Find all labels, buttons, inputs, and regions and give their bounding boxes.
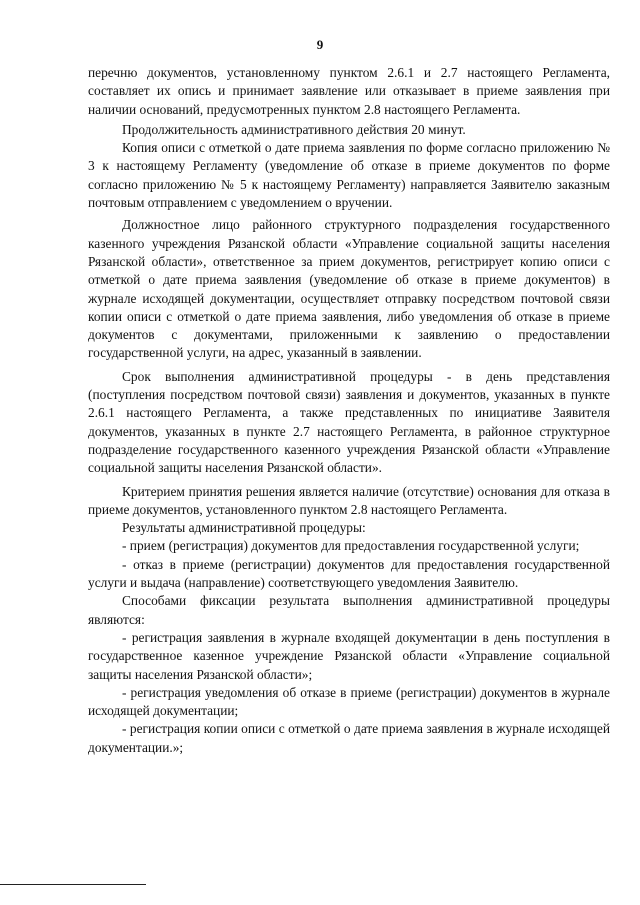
list-item: - регистрация копии описи с отметкой о дате приема заявления в журнале исходящей документации.»; (88, 721, 610, 755)
document-body (88, 64, 610, 757)
list-item: - прием (регистрация) документов для предоставления государственной услуги; (122, 538, 580, 554)
page-number: 9 (316, 37, 324, 52)
paragraph: Копия описи с отметкой о дате приема заявления по форме согласно приложению № 3 к настоящему Регламенту (уведомление об отказе в приеме документов по форме согласно приложению № 5 к настоящему Регламенту) направляется Заявителю заказным почтовым отправлением с уведомлением о вручении. (88, 140, 610, 211)
list-item: - регистрация уведомления об отказе в приеме (регистрации) документов в журнале исходящей документации; (88, 684, 610, 719)
paragraph: Способами фиксации результата выполнения административной процедуры являются: (88, 593, 610, 627)
list-item: - отказ в приеме (регистрации) документов для предоставления государственной услуги и выдача (направление) соответствующего уведомления Заявителю. (88, 556, 610, 591)
paragraph: Продолжительность административного действия 20 минут. (122, 121, 466, 137)
paragraph: Результаты административной процедуры: (122, 520, 366, 536)
paragraph: Должностное лицо районного структурного подразделения государственного казенного учреждения Рязанской области «Управление социальной защиты населения Рязанской области», ответственное за прием документов, регистрирует копию описи с отметкой о дате приема заявления (уведомление об отказе в приеме документов) в журнале исходящей документации, осуществляет отправку посредством почтовой связи копии описи с отметкой о дате приема заявления, либо уведомления об отказе в приеме документов с документами, приложенными к заявлению о предоставлении государственной услуги, на адрес, указанный в заявлении. (88, 217, 610, 361)
list-item: - регистрация заявления в журнале входящей документации в день поступления в государственное казенное учреждение Рязанской области «Управление социальной защиты населения Рязанской области»; (88, 629, 610, 682)
paragraph: Срок выполнения административной процедуры - в день представления (поступления посредством почтовой связи) заявления и документов, указанных в пункте 2.6.1 настоящего Регламента, а также представленных по инициативе Заявителя документов, указанных в пункте 2.7 настоящего Регламента, в районное структурное подразделение государственного казенного учреждения Рязанской области «Управление социальной защиты населения Рязанской области». (88, 368, 610, 476)
footnote-divider (0, 884, 146, 885)
paragraph: перечню документов, установленному пунктом 2.6.1 и 2.7 настоящего Регламента, составляет их опись и принимает заявление или отказывает в приеме заявления при наличии оснований, предусмотренных пунктом 2.8 настоящего Регламента. (88, 65, 610, 117)
paragraph: Критерием принятия решения является наличие (отсутствие) основания для отказа в приеме документов, установленного пунктом 2.8 настоящего Регламента. (88, 483, 610, 517)
